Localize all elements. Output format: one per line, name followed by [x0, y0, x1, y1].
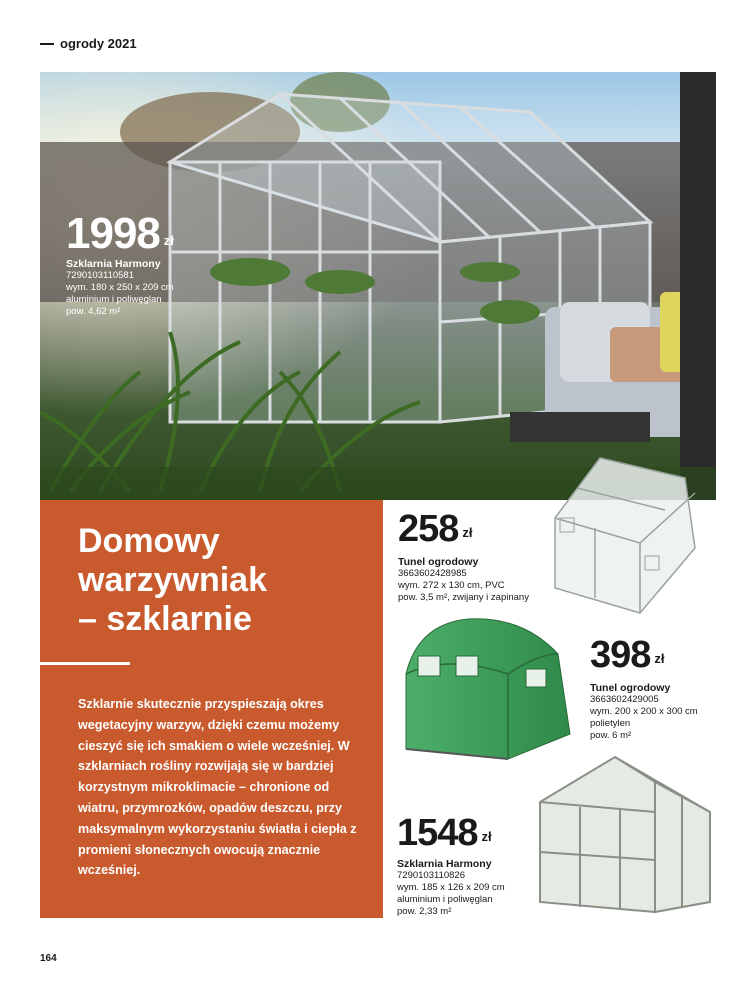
- hero-product-info: [66, 258, 174, 318]
- product-1-line-1: wym. 272 x 130 cm, PVC: [398, 580, 505, 591]
- product-2-price-currency: zł: [654, 651, 665, 666]
- product-3-price-value: 1548: [397, 812, 478, 854]
- product-2-name: Tunel ogrodowy: [590, 682, 671, 694]
- product-2-line-3: pow. 6 m²: [590, 730, 632, 741]
- panel-heading-line-1: Domowy: [78, 522, 220, 560]
- panel-divider: [40, 662, 130, 665]
- hero-price-currency: zł: [163, 233, 175, 248]
- hero-price: [66, 209, 175, 258]
- product-3-info: [397, 858, 505, 918]
- hero-product-name: Szklarnia Harmony: [66, 258, 161, 270]
- product-1-info: [398, 556, 529, 604]
- product-2-code: 3663602429005: [590, 694, 659, 705]
- product-3-name: Szklarnia Harmony: [397, 858, 492, 870]
- hero-price-value: 1998: [66, 209, 160, 258]
- panel-heading-line-2: warzywniak: [78, 561, 267, 599]
- product-1-image: [545, 448, 705, 618]
- header-dash: [40, 43, 54, 45]
- product-1-price-value: 258: [398, 508, 459, 550]
- product-2-price: [590, 636, 665, 674]
- product-2-price-value: 398: [590, 634, 651, 676]
- product-2-info: [590, 682, 698, 742]
- product-3-price-currency: zł: [481, 829, 492, 844]
- hero-product-area: pow. 4,62 m²: [66, 306, 121, 317]
- hero-product-material: aluminium i poliwęglan: [66, 294, 162, 305]
- product-1-line-2: pow. 3,5 m², zwijany i zapinany: [398, 592, 529, 603]
- product-3-line-3: pow. 2,33 m²: [397, 906, 452, 917]
- product-2-line-1: wym. 200 x 200 x 300 cm: [590, 706, 698, 717]
- panel-heading-line-3: – szklarnie: [78, 600, 252, 638]
- product-2-line-2: polietylen: [590, 718, 631, 729]
- product-3-image: [535, 752, 715, 922]
- page-number: 164: [40, 953, 57, 964]
- product-1-name: Tunel ogrodowy: [398, 556, 479, 568]
- panel-heading: [78, 522, 378, 639]
- hero-product-dims: wym. 180 x 250 x 209 cm: [66, 282, 174, 293]
- product-3-line-1: wym. 185 x 126 x 209 cm: [397, 882, 505, 893]
- product-2-image: [398, 614, 576, 764]
- product-1-price-currency: zł: [462, 525, 473, 540]
- section-header: [40, 36, 137, 51]
- product-1-price: [398, 510, 473, 548]
- hero-product-code: 7290103110581: [66, 270, 134, 281]
- product-3-price: [397, 814, 492, 852]
- product-3-code: 7290103110826: [397, 870, 465, 881]
- section-title: ogrody 2021: [60, 36, 137, 51]
- panel-body-text: Szklarnie skutecznie przyspieszają okres wegetacyjny warzyw, dzięki czemu możemy cieszyć się ich smakiem o wiele wcześniej. W szklarniach rośliny rozwijają się w bardziej korzystnym mikroklimacie – chronione od wiatru, przymrozków, opadów deszczu, przy maksymalnym wykorzystaniu światła i ciepła z promieni słonecznych owocują znacznie wcześniej.: [78, 697, 357, 878]
- intro-panel: [40, 500, 383, 918]
- product-1-code: 3663602428985: [398, 568, 467, 579]
- product-3-line-2: aluminium i poliwęglan: [397, 894, 493, 905]
